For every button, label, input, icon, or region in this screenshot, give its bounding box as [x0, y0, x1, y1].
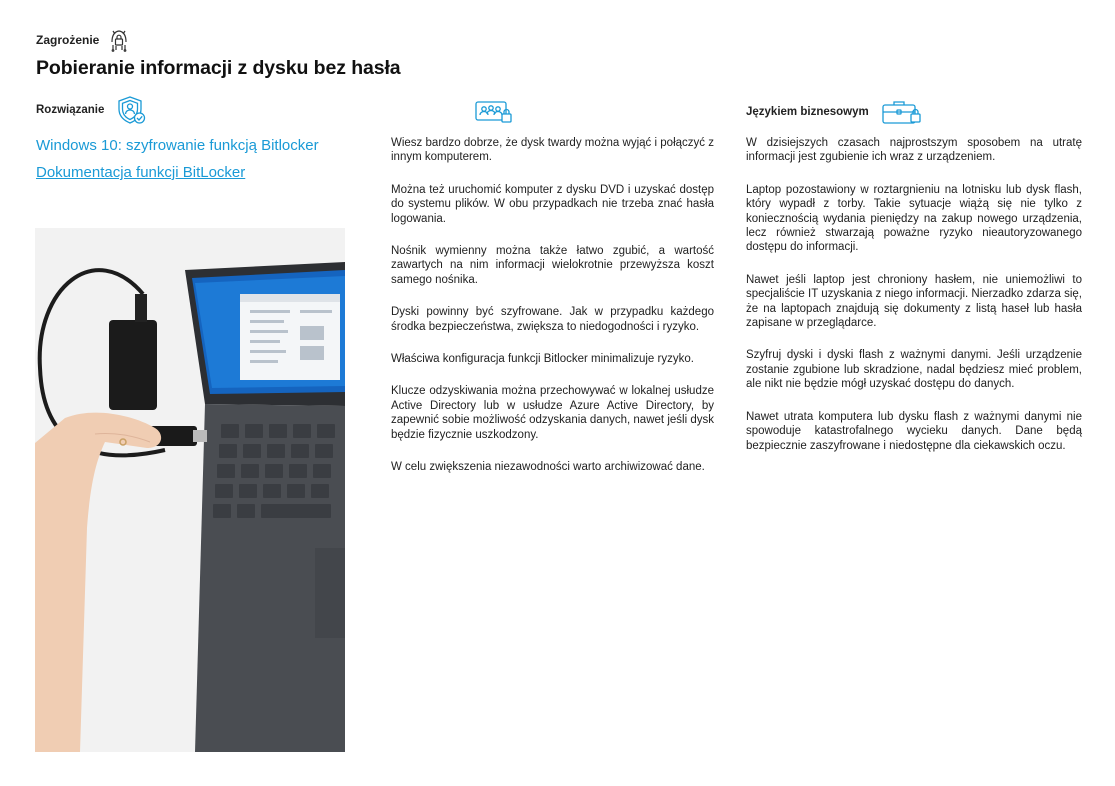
briefcase-lock-icon [881, 98, 923, 126]
column-3-paragraph: Nawet jeśli laptop jest chroniony hasłem, nie uniemożliwi to specjaliście IT uzyskania z niego informacji. Nierzadko zdarza się, że na laptopach znajdują się dokumenty z listą haseł lub hasła zapisane w przeglądarce. [746, 273, 1082, 330]
column-2-paragraph: Wiesz bardzo dobrze, że dysk twardy można wyjąć i połączyć z innym komputerem. [391, 137, 714, 164]
solution-header [36, 95, 146, 125]
column-2-paragraph: Można też uruchomić komputer z dysku DVD i uzyskać dostęp do systemu plików. W obu przypadkach nie trzeba znać hasła logowania. [391, 183, 714, 225]
column-3-text [746, 136, 1082, 471]
column-2-paragraph: Nośnik wymienny można także łatwo zgubić, a wartość zawartych na nim informacji wielokrotnie przewyższa koszt samego nośnika. [391, 245, 714, 286]
solution-links [36, 132, 319, 186]
column-2-paragraph: Klucze odzyskiwania można przechowywać w lokalnej usłudze Active Directory lub w usłudze Azure Active Directory, by zapewnić sobie możliwość odzyskania danych, nawet jeśli dysk będzie fizycznie uszkodzony. [391, 385, 714, 441]
column-3-paragraph: W dzisiejszych czasach najprostszym sposobem na utratę informacji jest zgubienie ich wraz z urządzeniem. [746, 137, 1082, 164]
people-lock-icon [474, 98, 514, 126]
column-2-paragraph: Dyski powinny być szyfrowane. Jak w przypadku każdego środka bezpieczeństwa, zwiększa to niedogodności i ryzyko. [391, 306, 714, 333]
threat-label: Zagrożenie [36, 33, 100, 47]
column-3-paragraph: Laptop pozostawiony w roztargnieniu na lotnisku lub dysk flash, który wypadł z torby. Takie sytuacje wiążą się nie tylko z koniecznością wydania pieniędzy na zakup nowego urządzenia, lecz również stwarzają poważne ryzyko nieautoryzowanego dostępu do informacji. [746, 183, 1082, 254]
column-2-paragraph: W celu zwiększenia niezawodności warto archiwizować dane. [391, 461, 705, 474]
robot-lock-icon [107, 28, 131, 52]
column-2-paragraph: Właściwa konfiguracja funkcji Bitlocker minimalizuje ryzyko. [391, 353, 694, 366]
column-3-paragraph: Nawet utrata komputera lub dysku flash z ważnymi danymi nie spowoduje katastrofalnego wycieku danych. Dane będą bezpiecznie zaszyfrowane i niedostępne dla ciekawskich oczu. [746, 410, 1082, 452]
bitlocker-encryption-link[interactable]: Windows 10: szyfrowanie funkcją Bitlocker [36, 137, 319, 154]
threat-header [36, 28, 131, 52]
shield-check-icon [116, 95, 146, 125]
business-header [746, 98, 923, 126]
business-label: Językiem biznesowym [746, 106, 869, 118]
column-3-paragraph: Szyfruj dyski i dyski flash z ważnymi danymi. Jeśli urządzenie zostanie zgubione lub skradzione, nadal będziesz mieć problem, ale nikt nie będzie mógł uzyskać dostępu do danych. [746, 349, 1082, 391]
page-title: Pobieranie informacji z dysku bez hasła [36, 57, 401, 79]
bitlocker-documentation-link[interactable]: Dokumentacja funkcji BitLocker [36, 164, 246, 181]
laptop-usb-drive-photo [35, 228, 345, 752]
column-2-text [391, 136, 714, 493]
solution-label: Rozwiązanie [36, 104, 105, 116]
